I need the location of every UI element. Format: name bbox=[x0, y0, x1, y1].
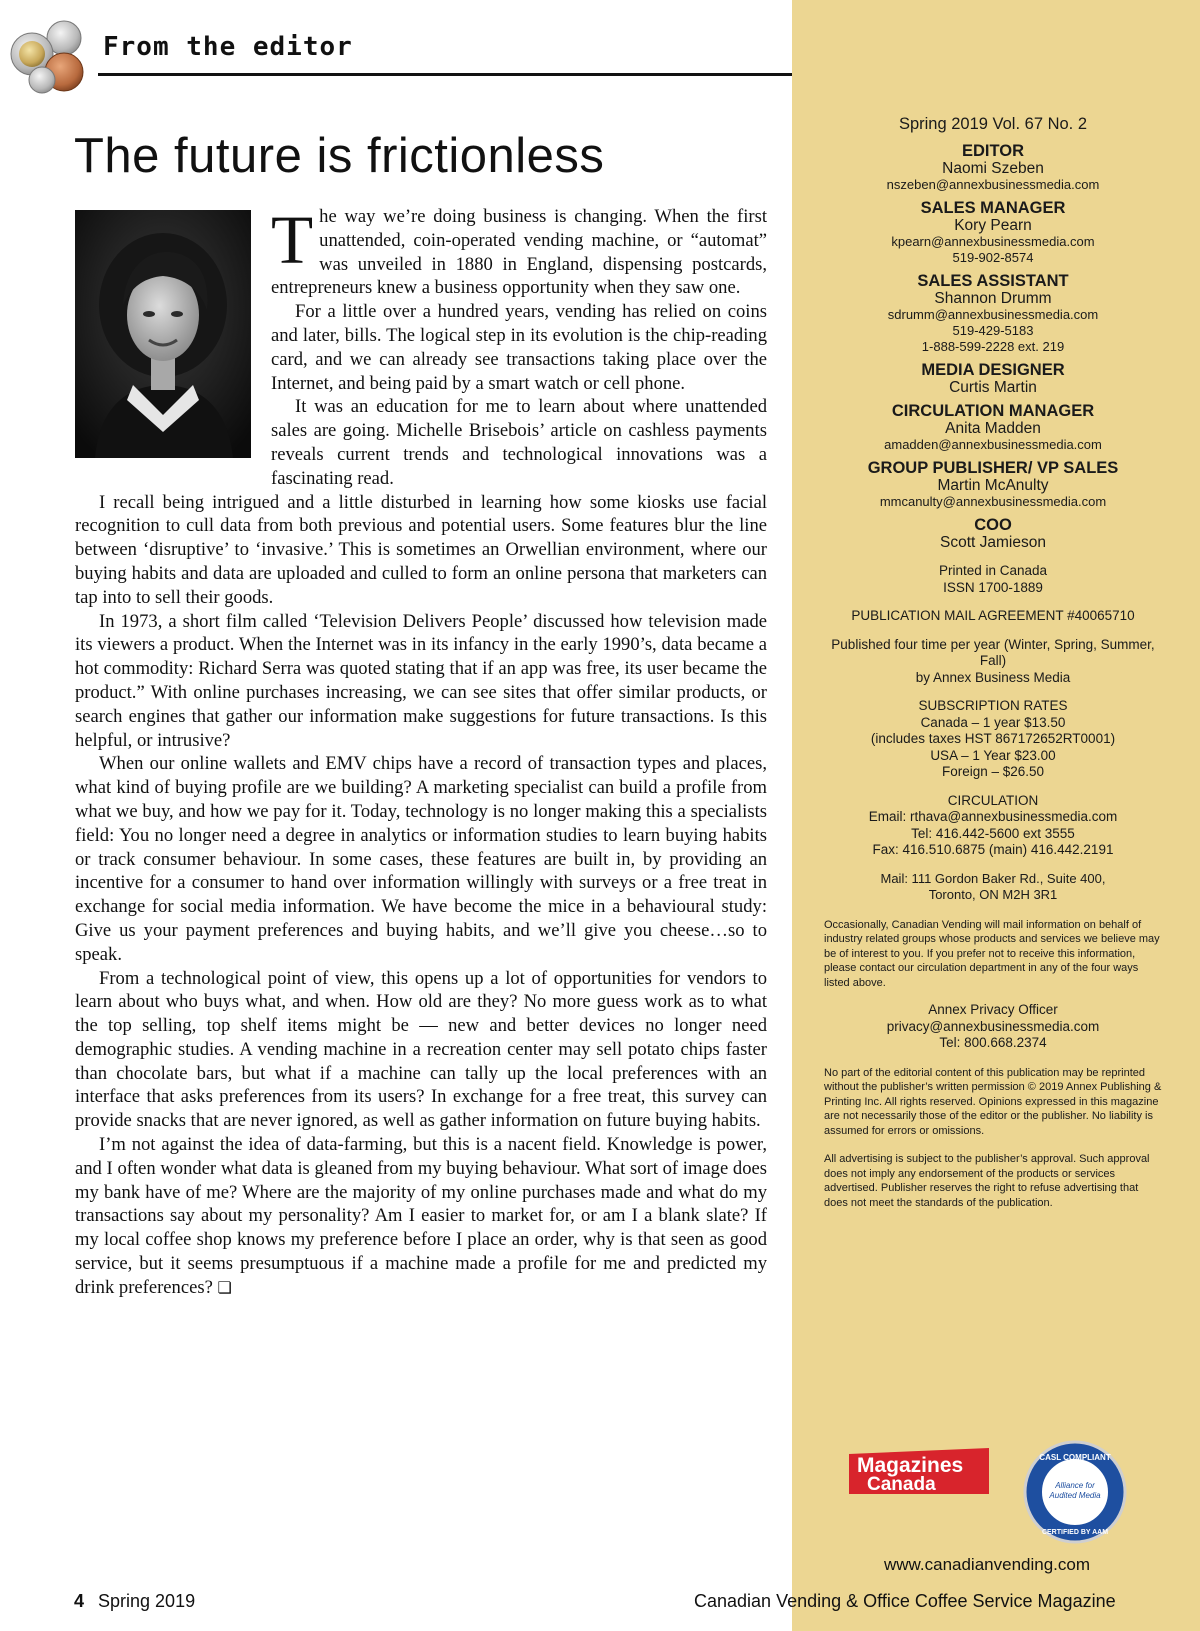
issue-line: Spring 2019 Vol. 67 No. 2 bbox=[898, 115, 1088, 133]
staff-entry bbox=[820, 142, 1166, 193]
privacy-title: Annex Privacy Officer bbox=[928, 1002, 1058, 1017]
article-paragraph: I recall being intrigued and a little disturbed in learning how some kiosks use facial recognition to cull data from both previous and potential users. Some features blur the line between ‘disruptive’ to ‘invasive.’ This is sometimes an Orwellian environment, where our buying habits and data are uploaded and culled to form an online persona that marketers can tap into to sell their goods. bbox=[75, 491, 767, 608]
article-headline: The future is frictionless bbox=[74, 129, 605, 183]
section-title: From the editor bbox=[103, 32, 353, 62]
mail-line: Mail: 111 Gordon Baker Rd., Suite 400, bbox=[880, 870, 1106, 886]
subscription-rates bbox=[820, 698, 1166, 781]
published-line: Published four time per year (Winter, Spring, Summer, Fall) bbox=[831, 636, 1155, 668]
staff-entry bbox=[820, 402, 1166, 453]
article-paragraph bbox=[75, 1133, 767, 1300]
coins-image bbox=[8, 16, 90, 96]
section-rule bbox=[98, 73, 792, 76]
subscription-usa: USA – 1 Year $23.00 bbox=[930, 747, 1056, 763]
staff-entry bbox=[820, 272, 1166, 355]
magazines-word: Magazines bbox=[857, 1454, 964, 1477]
issn: ISSN 1700-1889 bbox=[943, 579, 1043, 595]
privacy-email-link[interactable]: privacy@annexbusinessmedia.com bbox=[886, 1018, 1100, 1034]
staff-role: MEDIA DESIGNER bbox=[921, 361, 1065, 379]
copyright-notice: No part of the editorial content of this publication may be reprinted without the publisher’s written permission © 2019 Annex Publishing & Printing Inc. All rights reserved. Opinions expressed in this magazine are not necessarily those of the editor or the publisher. No liability is assumed for errors or omissions. bbox=[824, 1066, 1162, 1137]
circulation-tel: Tel: 416.442-5600 ext 3555 bbox=[911, 825, 1075, 841]
subscription-canada: Canada – 1 year $13.50 bbox=[920, 714, 1066, 730]
staff-entry bbox=[820, 459, 1166, 510]
privacy-tel: Tel: 800.668.2374 bbox=[939, 1035, 1047, 1050]
aam-seal-icon bbox=[1025, 1442, 1125, 1542]
staff-email-link[interactable]: sdrumm@annexbusinessmedia.com bbox=[887, 307, 1099, 322]
article-paragraph: From a technological point of view, this opens up a lot of opportunities for vendors to learn about who buys what, and when. How old are they? No more guess work as to what the top selling, top shelf items might be — new and better devices no longer need demographic studies. A vending machine in a recreation center may sell potato chips faster than chocolate bars, but what if a machine can tally up the local preferences with an interface that asks preferences from its users? In exchange for a free treat, this survey can provide snacks that are never ignored, as well as gather information on future buying habits. bbox=[75, 967, 767, 1132]
staff-phone: 1-888-599-2228 ext. 219 bbox=[921, 339, 1065, 354]
subscription-foreign: Foreign – $26.50 bbox=[941, 764, 1045, 779]
staff-name: Curtis Martin bbox=[949, 379, 1037, 396]
seal-mid-text: Alliance for bbox=[1055, 1481, 1095, 1490]
masthead bbox=[820, 115, 1166, 1210]
staff-name: Kory Pearn bbox=[954, 217, 1032, 234]
advertising-notice: All advertising is subject to the publisher’s approval. Such approval does not imply any endorsement of the products or services advertised. Publisher reserves the right to refuse advertising that does not meet the standards of the publication. bbox=[824, 1153, 1150, 1209]
staff-email-link[interactable]: kpearn@annexbusinessmedia.com bbox=[891, 234, 1095, 249]
staff-role: EDITOR bbox=[961, 142, 1025, 160]
mail-line: Toronto, ON M2H 3R1 bbox=[928, 887, 1058, 902]
staff-role: SALES MANAGER bbox=[920, 199, 1066, 217]
circulation-title: CIRCULATION bbox=[947, 792, 1039, 808]
staff-role: COO bbox=[974, 516, 1012, 534]
subscription-title: SUBSCRIPTION RATES bbox=[918, 698, 1068, 713]
page-number: 4 bbox=[74, 1591, 85, 1611]
subscription-taxes: (includes taxes HST 867172652RT0001) bbox=[870, 731, 1116, 746]
staff-name: Anita Madden bbox=[945, 420, 1041, 437]
logos bbox=[847, 1436, 1127, 1546]
footer-left bbox=[74, 1591, 195, 1612]
end-mark-icon: ❏ bbox=[217, 1277, 232, 1297]
magazines-canada-logo bbox=[849, 1448, 989, 1495]
magazine-name: Canadian Vending & Office Coffee Service Magazine bbox=[694, 1591, 1116, 1611]
privacy-officer bbox=[820, 1002, 1166, 1052]
mail-agreement: PUBLICATION MAIL AGREEMENT #40065710 bbox=[851, 608, 1135, 623]
seal-top-text: CASL COMPLIANT bbox=[1039, 1453, 1111, 1462]
staff-email-link[interactable]: amadden@annexbusinessmedia.com bbox=[884, 437, 1102, 452]
staff-role: GROUP PUBLISHER/ VP SALES bbox=[867, 459, 1119, 477]
article-body bbox=[75, 202, 767, 1300]
staff-entry bbox=[820, 516, 1166, 551]
circulation-contact bbox=[820, 793, 1166, 859]
paragraph-text: he way we’re doing business is changing. When the first unattended, coin-operated vending machine, or “automat” was unveiled in 1880 in England, dispensing postcards, entrepreneurs knew a business opportunity when they saw one. bbox=[271, 206, 767, 299]
staff-name: Naomi Szeben bbox=[942, 160, 1044, 177]
article-paragraph: When our online wallets and EMV chips have a record of transaction types and places, what kind of buying profile are we building? A marketing specialist can build a profile from what we buy, and how we pay for it. Today, technology is no longer making this a specialists field: You no longer need a degree in analytics or information studies to learn buying habits or track consumer behaviour. In some cases, these features are built in, by providing an incentive for a consumer to hand over information willingly with surveys or a free treat in exchange for social media information. We have become the mice in a behavioural study: Give us your payment preferences and buying habits, and we’ll give you cheese…so to speak. bbox=[75, 753, 767, 965]
seal-bottom-text: CERTIFIED BY AAM bbox=[1041, 1529, 1109, 1536]
seal-mid-text: Audited Media bbox=[1049, 1491, 1101, 1500]
article-paragraph: It was an education for me to learn about where unattended sales are going. Michelle Brisebois’ article on cashless payments reveals current trends and technological innovations was a fascinating read. bbox=[271, 396, 767, 489]
staff-phone: 519-429-5183 bbox=[952, 323, 1034, 338]
staff-entry bbox=[820, 199, 1166, 266]
staff-name: Scott Jamieson bbox=[940, 534, 1046, 551]
paragraph-text: I’m not against the idea of data-farming, but this is a nacent field. Knowledge is power, and I often wonder what data is gleaned from my buying behaviour. What sort of image does my bank have of me? Where are the majority of my online purchases made and what do my transactions say about my personality? Am I easier to market for, or am I a blank slate? If my local coffee shop knows my preference before I place an order, why is that seen as good service, but it seems presumptuous if a machine made a profile for me and predicted my drink preferences? bbox=[75, 1134, 767, 1298]
circulation-fax: Fax: 416.510.6875 (main) 416.442.2191 bbox=[872, 842, 1114, 857]
photo-wrap-space bbox=[75, 205, 271, 467]
issue-season: Spring 2019 bbox=[98, 1591, 196, 1611]
staff-phone: 519-902-8574 bbox=[952, 250, 1034, 265]
staff-entry bbox=[820, 361, 1166, 396]
staff-email-link[interactable]: nszeben@annexbusinessmedia.com bbox=[886, 177, 1100, 192]
staff-email-link[interactable]: mmcanulty@annexbusinessmedia.com bbox=[879, 494, 1107, 509]
circulation-email-link[interactable]: Email: rthava@annexbusinessmedia.com bbox=[868, 809, 1118, 824]
mailing-address bbox=[820, 871, 1166, 904]
publication-frequency bbox=[820, 637, 1166, 687]
article-paragraph: For a little over a hundred years, vending has relied on coins and later, bills. The logical step in its evolution is the chip-reading card, and we can already see transactions taking place over the Internet, and being paid by a smart watch or cell phone. bbox=[271, 301, 767, 394]
publisher-line: by Annex Business Media bbox=[915, 669, 1071, 685]
staff-role: CIRCULATION MANAGER bbox=[891, 402, 1095, 420]
staff-name: Martin McAnulty bbox=[937, 477, 1049, 494]
drop-cap: T bbox=[271, 202, 314, 278]
print-info bbox=[820, 563, 1166, 596]
printed-in: Printed in Canada bbox=[938, 563, 1048, 578]
staff-name: Shannon Drumm bbox=[934, 290, 1052, 307]
article-paragraph: In 1973, a short film called ‘Television Delivers People’ discussed how television made its viewers a product. When the Internet was in its infancy in the early 1990’s, data became a hot commodity: Richard Serra was quoted stating that if an app was free, its user became the product.” With online purchases increasing, we can see sites that offer similar products, or search engines that gather our information make suggestions for future transactions. Is this helpful, or intrusive? bbox=[75, 610, 767, 751]
staff-role: SALES ASSISTANT bbox=[917, 272, 1069, 290]
website-link[interactable]: www.canadianvending.com bbox=[884, 1555, 1091, 1574]
canada-word: Canada bbox=[867, 1474, 936, 1495]
mailing-notice: Occasionally, Canadian Vending will mail information on behalf of industry related groups whose products and services we believe may be of interest to you. If you prefer not to receive this information, please contact our circulation department in any of the four ways listed above. bbox=[824, 918, 1160, 989]
